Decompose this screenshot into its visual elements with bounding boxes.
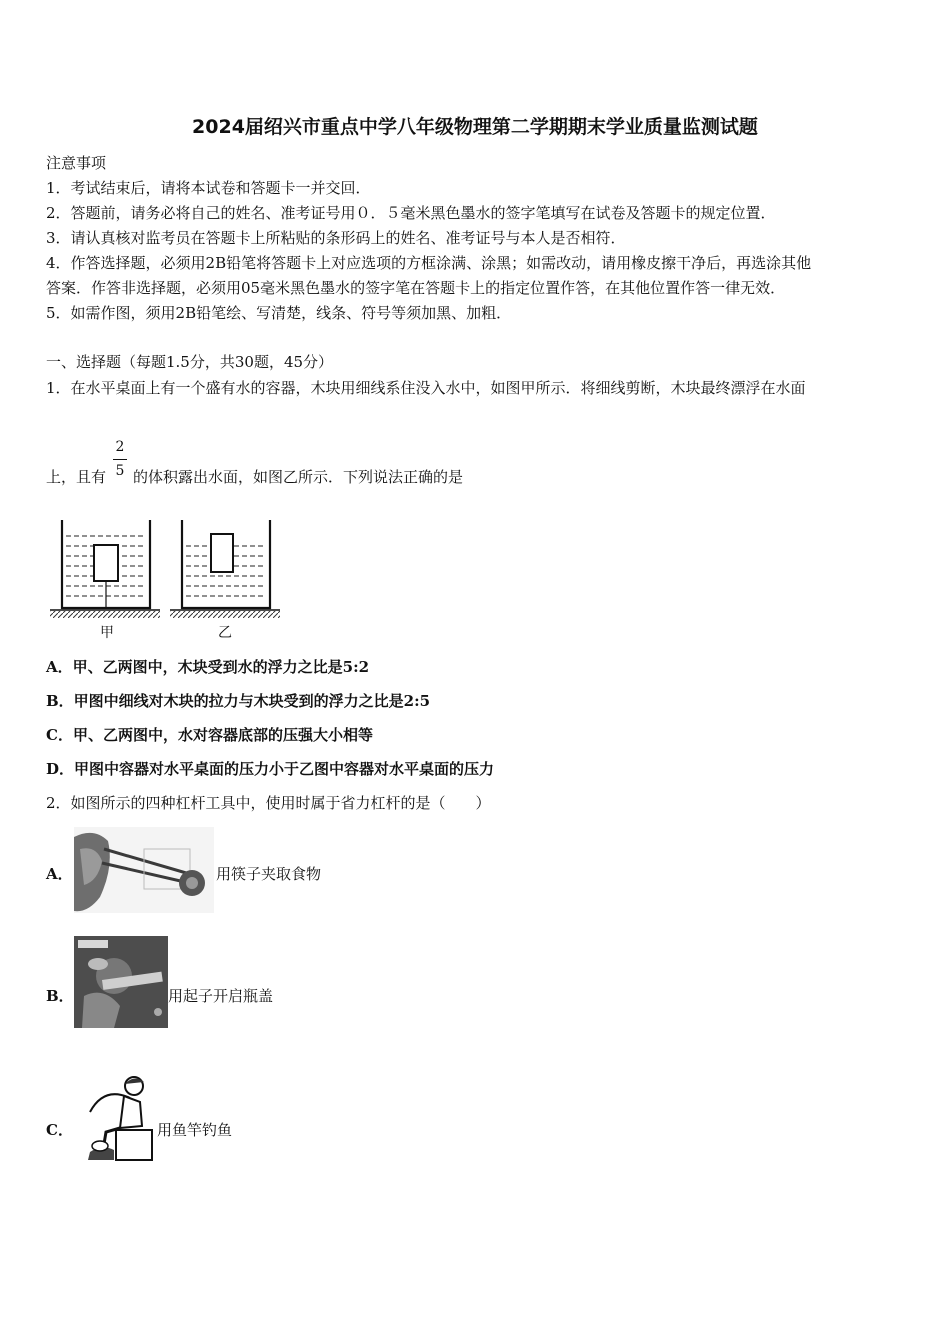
figure-jia-container-diagram (48, 518, 162, 622)
question-2-option-a-text: 用筷子夹取食物 (216, 865, 322, 883)
chopsticks-photo-icon (74, 827, 214, 913)
question-1-stem-post: 的体积露出水面，如图乙所示．下列说法正确的是 (133, 468, 464, 486)
question-1-option-b: B．甲图中细线对木块的拉力与木块受到的浮力之比是2:5 (46, 692, 431, 710)
fraction-denominator: 5 (115, 463, 125, 479)
figure-yi-container-diagram (168, 518, 282, 622)
figure-label-jia: 甲 (100, 625, 114, 641)
notice-item-3: 3．请认真核对监考员在答题卡上所粘贴的条形码上的姓名、准考证号与本人是否相符． (46, 229, 626, 247)
fraction-bar (113, 459, 127, 460)
bottle-opener-photo-icon (74, 936, 168, 1028)
question-2-option-c-letter: C． (46, 1121, 73, 1139)
question-1-option-c: C．甲、乙两图中，水对容器底部的压强大小相等 (46, 726, 373, 744)
question-1-option-a: A．甲、乙两图中，木块受到水的浮力之比是5:2 (46, 658, 370, 676)
question-1-option-d: D．甲图中容器对水平桌面的压力小于乙图中容器对水平桌面的压力 (46, 760, 495, 778)
exam-title: 2024届绍兴市重点中学八年级物理第二学期期末学业质量监测试题 (192, 116, 758, 138)
question-2-stem: 2．如图所示的四种杠杆工具中，使用时属于省力杠杆的是（ ） (46, 794, 491, 812)
question-2-option-b-text: 用起子开启瓶盖 (168, 987, 274, 1005)
question-2-option-b-letter: B． (46, 987, 74, 1005)
question-2-option-c-text: 用鱼竿钓鱼 (157, 1121, 233, 1139)
fraction-numerator: 2 (115, 439, 125, 455)
fishing-rod-drawing-icon (84, 1072, 156, 1164)
notice-item-5: 5．如需作图，须用2B铅笔绘、写清楚，线条、符号等须加黑、加粗． (46, 304, 512, 322)
section-heading: 一、选择题（每题1.5分，共30题，45分） (46, 353, 334, 371)
question-2-option-a-letter: A． (46, 865, 73, 883)
notice-item-4-cont: 答案．作答非选择题，必须用05毫米黑色墨水的签字笔在答题卡上的指定位置作答，在其他位置作答一律无效． (46, 279, 786, 297)
notice-item-1: 1．考试结束后，请将本试卷和答题卡一并交回． (46, 179, 371, 197)
notice-item-2: 2．答题前，请务必将自己的姓名、准考证号用０．５毫米黑色墨水的签字笔填写在试卷及答题卡的规定位置． (46, 204, 776, 222)
question-1-stem-pre: 上，且有 (46, 468, 107, 486)
question-1-stem: 1．在水平桌面上有一个盛有水的容器，木块用细线系住没入水中，如图甲所示．将细线剪断，木块最终漂浮在水面 (46, 379, 806, 397)
figure-label-yi: 乙 (218, 625, 232, 641)
notice-item-4: 4．作答选择题，必须用2B铅笔将答题卡上对应选项的方框涂满、涂黑；如需改动，请用橡皮擦干净后，再选涂其他 (46, 254, 812, 272)
fraction-two-fifths (113, 438, 127, 480)
notice-heading: 注意事项 (46, 154, 107, 172)
